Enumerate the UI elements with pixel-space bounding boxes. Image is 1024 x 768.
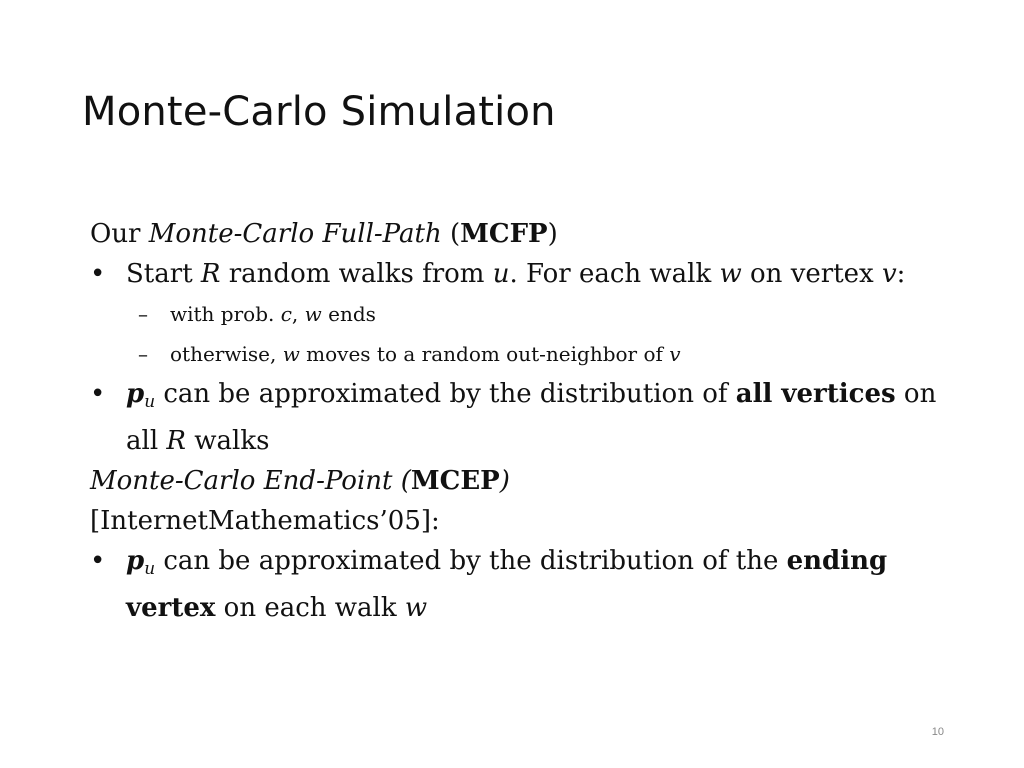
text-segment: moves to a random out-neighbor of [299, 342, 670, 366]
text-segment: on all [126, 379, 937, 457]
mcep-paren-close: ) [499, 466, 510, 497]
math-w: w [719, 259, 742, 289]
math-p: p [126, 379, 145, 409]
slide-title: Monte-Carlo Simulation [82, 89, 556, 135]
bullet-random-walks [90, 254, 950, 294]
mcfp-heading [90, 214, 950, 254]
math-v: v [881, 259, 897, 289]
bullet-icon: • [90, 259, 106, 289]
mcep-abbr: MCEP [410, 466, 500, 497]
bold-all-vertices: all vertices [735, 379, 896, 409]
math-w: w [304, 302, 322, 326]
text-segment: random walks from [220, 259, 493, 289]
math-p: p [126, 546, 145, 577]
page-number: 10 [931, 726, 944, 738]
text-segment: can be approximated by the distribution of [155, 379, 736, 409]
sub-bullet-moves [90, 334, 950, 374]
bullet-icon: • [90, 379, 106, 409]
mcep-name: Monte-Carlo End-Point ( [90, 466, 411, 497]
math-c: c [280, 302, 292, 326]
text-segment: . For each walk [509, 259, 720, 289]
math-w: w [404, 593, 428, 624]
text-segment: Start [126, 259, 201, 289]
dash-icon: – [138, 302, 148, 326]
math-subscript-u: u [144, 391, 156, 412]
text-segment: with prob. [170, 302, 281, 326]
mcep-citation: [InternetMathematics’05]: [90, 506, 440, 537]
math-R: R [166, 426, 186, 457]
mcfp-paren-close: ) [547, 219, 558, 249]
mcfp-paren-open: ( [441, 219, 461, 249]
bold-ending-vertex: ending vertex [126, 546, 888, 624]
bullet-end-point-distribution [90, 541, 950, 628]
sub-bullet-ends [90, 294, 950, 334]
text-segment: on each walk [215, 593, 405, 624]
math-u: u [492, 259, 510, 289]
dash-icon: – [138, 342, 148, 366]
bullet-full-path-distribution [90, 374, 950, 461]
mcfp-abbr: MCFP [460, 219, 548, 249]
text-segment: otherwise, [170, 342, 283, 366]
text-segment: ends [321, 302, 376, 326]
text-segment: walks [185, 426, 270, 457]
mcfp-name: Monte-Carlo Full-Path [148, 219, 442, 249]
text-segment: : [896, 259, 906, 289]
mcep-heading [90, 461, 950, 501]
text-segment: can be approximated by the distribution of the [155, 546, 787, 577]
mcfp-prefix: Our [90, 219, 149, 249]
text-segment: , [291, 302, 305, 326]
math-w: w [282, 342, 300, 366]
math-subscript-u: u [144, 558, 156, 579]
slide-body [90, 214, 950, 628]
math-R: R [200, 259, 221, 289]
text-segment: on vertex [741, 259, 882, 289]
math-v: v [669, 342, 681, 366]
bullet-icon: • [90, 546, 106, 577]
